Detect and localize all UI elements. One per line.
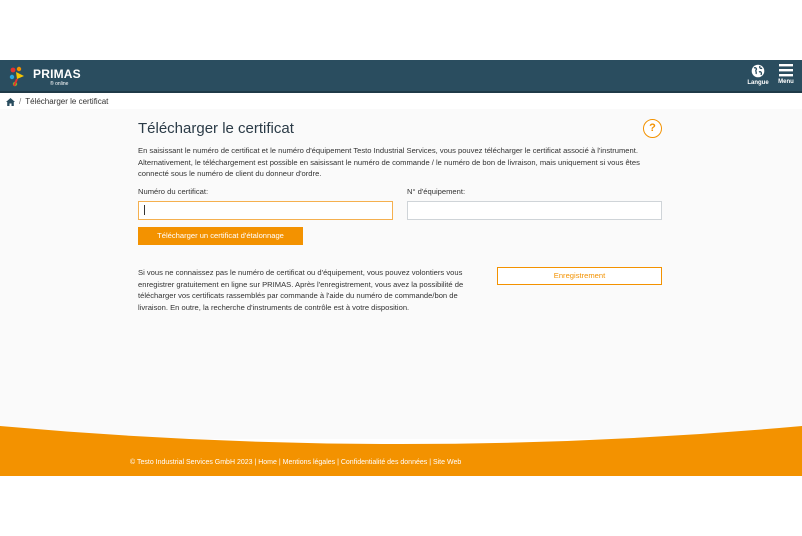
menu-label: Menu	[778, 79, 794, 85]
equipment-number-label: N° d'équipement:	[407, 187, 466, 196]
home-icon[interactable]	[6, 98, 15, 106]
hamburger-icon	[779, 64, 793, 77]
registration-info-text: Si vous ne connaissez pas le numéro de certificat ou d'équipement, vous pouvez volontiers vous enregistrer gratuitement en ligne sur PRIMAS. Après l'enregistrement, vous avez la possibilité de télécharger vos certificats rassemblés par commande à l'aide du numéro de commande/bon de livraison. En outre, la recherche d'instruments de contrôle est à votre disposition.	[138, 268, 464, 312]
breadcrumb-current: Télécharger le certificat	[25, 97, 109, 106]
language-label: Langue	[747, 80, 769, 86]
help-icon[interactable]: ?	[643, 119, 662, 138]
registration-button[interactable]: Enregistrement	[497, 267, 662, 285]
footer-background	[0, 424, 802, 476]
footer-links[interactable]: © Testo Industrial Services GmbH 2023 | Home | Mentions légales | Confidentialité des données | Site Web	[130, 459, 462, 466]
language-button[interactable]	[745, 64, 771, 90]
top-header	[0, 60, 802, 93]
certificate-number-input[interactable]	[138, 201, 393, 220]
globe-icon	[751, 64, 765, 78]
primas-logo[interactable]	[8, 65, 81, 89]
logo-subtext: ® online	[50, 81, 69, 87]
primas-logo-mark-icon	[8, 66, 30, 88]
certificate-number-label: Numéro du certificat:	[138, 187, 209, 196]
breadcrumb	[6, 97, 108, 106]
equipment-number-input[interactable]	[407, 201, 662, 220]
logo-text: PRIMAS	[33, 67, 81, 81]
download-certificate-button[interactable]: Télécharger un certificat d'étalonnage	[138, 227, 303, 245]
menu-button[interactable]	[774, 64, 798, 90]
text-cursor	[144, 205, 145, 215]
intro-text: En saisissant le numéro de certificat et le numéro d'équipement Testo Industrial Services, vous pouvez télécharger le certificat associé à l'instrument. Alternativement, le téléchargement est possible en saisissant le numéro de commande / le numéro de bon de livraison, mais uniquement si vous êtes connecté sous le numéro de client du donneur d'ordre.	[138, 146, 640, 179]
breadcrumb-separator: /	[19, 97, 22, 106]
page-title: Télécharger le certificat	[138, 120, 294, 137]
